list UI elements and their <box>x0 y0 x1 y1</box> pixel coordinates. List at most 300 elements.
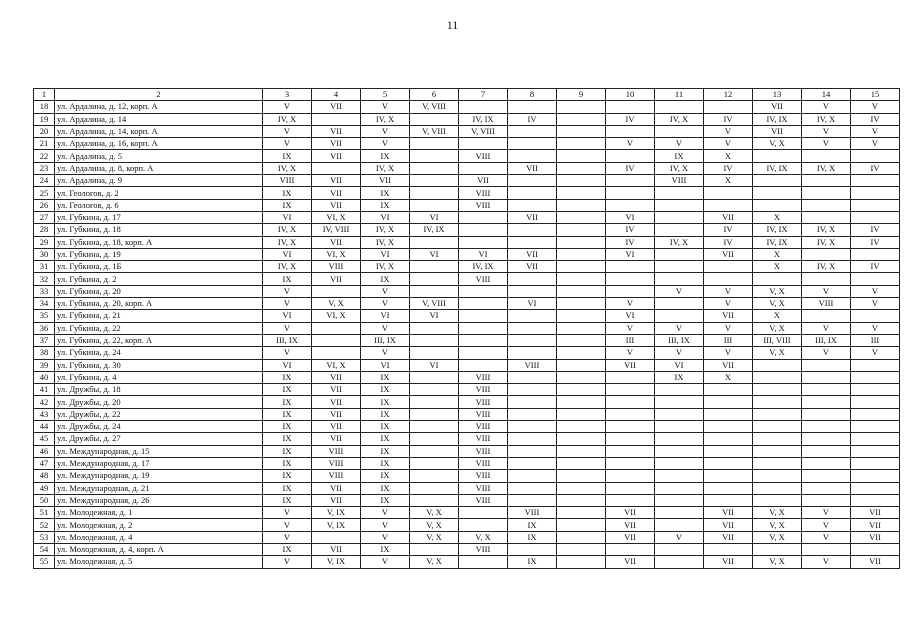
table-cell: VII <box>753 125 802 137</box>
table-cell <box>851 433 900 445</box>
table-cell: V, VIII <box>459 125 508 137</box>
table-cell <box>508 125 557 137</box>
table-cell <box>606 543 655 555</box>
table-cell <box>557 531 606 543</box>
table-cell <box>312 347 361 359</box>
table-cell <box>606 470 655 482</box>
table-cell <box>459 298 508 310</box>
table-cell <box>557 211 606 223</box>
table-cell: V <box>704 138 753 150</box>
table-cell: V <box>606 347 655 359</box>
table-cell: V, IX <box>312 556 361 568</box>
table-cell: V <box>263 556 312 568</box>
table-cell: III <box>851 334 900 346</box>
table-cell <box>410 408 459 420</box>
table-cell <box>851 384 900 396</box>
table-cell: III, IX <box>655 334 704 346</box>
table-cell: IV, X <box>802 224 851 236</box>
table-cell: VII <box>606 519 655 531</box>
table-cell: VIII <box>459 371 508 383</box>
table-cell: X <box>704 175 753 187</box>
table-cell: IV, X <box>263 261 312 273</box>
table-cell: V <box>704 285 753 297</box>
table-row <box>34 199 900 211</box>
table-cell: IV <box>704 113 753 125</box>
table-cell: III <box>704 334 753 346</box>
table-cell <box>851 421 900 433</box>
table-cell: IX <box>263 494 312 506</box>
table-cell: VII <box>606 507 655 519</box>
table-cell <box>655 310 704 322</box>
table-cell: V <box>802 138 851 150</box>
table-cell: V <box>851 138 900 150</box>
table-cell: IX <box>361 445 410 457</box>
table-cell <box>557 470 606 482</box>
table-cell: VIII <box>655 175 704 187</box>
table-cell: IX <box>263 384 312 396</box>
table-cell <box>606 482 655 494</box>
table-cell: III <box>606 334 655 346</box>
address-cell: ул. Губкина, д. 24 <box>55 347 263 359</box>
table-cell <box>410 322 459 334</box>
table-cell <box>851 150 900 162</box>
table-cell <box>312 162 361 174</box>
table-cell: VIII <box>459 273 508 285</box>
table-cell <box>851 175 900 187</box>
table-cell <box>851 408 900 420</box>
table-cell: VIII <box>459 482 508 494</box>
header-cell: 12 <box>704 89 753 101</box>
table-row <box>34 138 900 150</box>
table-row <box>34 125 900 137</box>
table-cell <box>557 285 606 297</box>
row-number-cell: 53 <box>34 531 55 543</box>
table-cell <box>704 421 753 433</box>
table-cell: IX <box>361 408 410 420</box>
table-cell <box>410 273 459 285</box>
table-row <box>34 408 900 420</box>
table-cell: X <box>704 371 753 383</box>
table-cell: IV <box>508 113 557 125</box>
table-cell <box>851 211 900 223</box>
table-cell <box>655 101 704 113</box>
table-cell <box>753 543 802 555</box>
table-cell: VIII <box>312 457 361 469</box>
page-number: 11 <box>446 18 459 32</box>
table-cell: V <box>263 285 312 297</box>
table-cell <box>508 384 557 396</box>
table-cell <box>410 150 459 162</box>
table-cell <box>851 445 900 457</box>
table-cell <box>704 433 753 445</box>
table-cell: V, X <box>459 531 508 543</box>
table-cell <box>655 507 704 519</box>
table-row <box>34 482 900 494</box>
address-cell: ул. Губкина, д. 22, корп. А <box>55 334 263 346</box>
address-cell: ул. Дружбы, д. 24 <box>55 421 263 433</box>
table-row <box>34 384 900 396</box>
header-cell: 8 <box>508 89 557 101</box>
table-cell <box>802 187 851 199</box>
table-cell: V <box>704 322 753 334</box>
table-cell: V, IX <box>312 519 361 531</box>
table-cell: VII <box>704 248 753 260</box>
table-cell <box>557 261 606 273</box>
table-cell <box>753 470 802 482</box>
table-cell <box>606 494 655 506</box>
table-cell: VII <box>312 273 361 285</box>
table-cell: V, X <box>753 322 802 334</box>
table-cell <box>557 371 606 383</box>
table-cell <box>557 298 606 310</box>
table-cell: IX <box>361 543 410 555</box>
table-cell: VIII <box>459 445 508 457</box>
table-cell <box>753 421 802 433</box>
table-cell: V, VIII <box>410 298 459 310</box>
table-cell: VI <box>263 248 312 260</box>
table-cell <box>410 396 459 408</box>
table-cell <box>557 113 606 125</box>
table-cell: VIII <box>459 421 508 433</box>
table-cell: VIII <box>459 494 508 506</box>
address-cell: ул. Дружбы, д. 18 <box>55 384 263 396</box>
table-cell: VI <box>655 359 704 371</box>
table-row <box>34 211 900 223</box>
table-cell <box>508 187 557 199</box>
table-cell <box>508 236 557 248</box>
table-cell: IV, IX <box>753 236 802 248</box>
table-cell: V, X <box>753 519 802 531</box>
table-cell <box>655 421 704 433</box>
table-cell <box>753 359 802 371</box>
table-cell: VII <box>508 211 557 223</box>
table-cell: VII <box>312 384 361 396</box>
table-cell: IV <box>704 162 753 174</box>
table-cell <box>557 543 606 555</box>
table-cell: IV <box>851 236 900 248</box>
table-cell <box>410 384 459 396</box>
table-row <box>34 150 900 162</box>
table-cell: VIII <box>508 359 557 371</box>
table-cell: VI <box>508 298 557 310</box>
table-row <box>34 273 900 285</box>
table-cell <box>410 543 459 555</box>
address-cell: ул. Ардалина, д. 16, корп. А <box>55 138 263 150</box>
table-cell: VII <box>508 261 557 273</box>
address-cell: ул. Международная, д. 15 <box>55 445 263 457</box>
table-cell <box>802 371 851 383</box>
table-cell <box>802 421 851 433</box>
table-cell: V <box>655 285 704 297</box>
table-cell <box>508 285 557 297</box>
table-cell: V <box>263 531 312 543</box>
table-cell: VIII <box>459 396 508 408</box>
table-cell: III, VIII <box>753 334 802 346</box>
table-cell <box>655 273 704 285</box>
table-cell: IV <box>851 162 900 174</box>
table-cell <box>606 384 655 396</box>
table-cell: IV <box>606 236 655 248</box>
table-cell <box>557 310 606 322</box>
table-cell <box>410 285 459 297</box>
table-cell <box>508 199 557 211</box>
table-cell <box>508 101 557 113</box>
table-cell <box>753 150 802 162</box>
table-cell: V <box>851 347 900 359</box>
table-cell <box>557 445 606 457</box>
table-cell: IX <box>361 273 410 285</box>
table-cell: V, X <box>410 507 459 519</box>
table-cell <box>753 273 802 285</box>
table-cell <box>802 494 851 506</box>
table-row <box>34 543 900 555</box>
address-cell: ул. Ардалина, д. 14, корп. А <box>55 125 263 137</box>
table-cell: X <box>753 211 802 223</box>
table-cell <box>606 125 655 137</box>
table-cell <box>704 457 753 469</box>
table-cell: IX <box>361 384 410 396</box>
header-cell: 1 <box>34 89 55 101</box>
table-cell <box>557 162 606 174</box>
table-cell: IX <box>361 421 410 433</box>
table-cell: VI, X <box>312 359 361 371</box>
table-cell: VIII <box>312 470 361 482</box>
table-cell <box>557 507 606 519</box>
header-cell: 9 <box>557 89 606 101</box>
table-cell <box>459 347 508 359</box>
table-cell: IV, IX <box>753 224 802 236</box>
table-cell: V, VIII <box>410 101 459 113</box>
table-cell: VII <box>704 556 753 568</box>
table-row <box>34 494 900 506</box>
table-cell <box>557 347 606 359</box>
table-cell: V <box>361 101 410 113</box>
table-cell <box>459 211 508 223</box>
table-cell: IX <box>263 482 312 494</box>
table-cell: IX <box>263 421 312 433</box>
table-row <box>34 187 900 199</box>
table-cell <box>802 384 851 396</box>
table-cell: IV <box>704 224 753 236</box>
table-cell <box>606 285 655 297</box>
table-cell <box>753 494 802 506</box>
table-cell <box>802 470 851 482</box>
table-cell: V <box>655 322 704 334</box>
table-cell <box>410 457 459 469</box>
table-cell <box>851 310 900 322</box>
table-cell <box>704 101 753 113</box>
table-row <box>34 457 900 469</box>
table-cell <box>655 494 704 506</box>
table-cell <box>410 138 459 150</box>
table-cell <box>508 347 557 359</box>
table-cell <box>410 199 459 211</box>
table-cell: IV, X <box>655 236 704 248</box>
table-cell <box>410 482 459 494</box>
address-cell: ул. Губкина, д. 19 <box>55 248 263 260</box>
row-number-cell: 27 <box>34 211 55 223</box>
table-cell: X <box>753 248 802 260</box>
table-cell: IV <box>704 236 753 248</box>
address-cell: ул. Международная, д. 26 <box>55 494 263 506</box>
table-cell: V <box>851 298 900 310</box>
table-cell <box>508 310 557 322</box>
table-cell <box>655 224 704 236</box>
address-cell: ул. Губкина, д. 21 <box>55 310 263 322</box>
table-cell: IX <box>361 396 410 408</box>
table-cell: V, X <box>753 347 802 359</box>
row-number-cell: 29 <box>34 236 55 248</box>
table-cell <box>851 199 900 211</box>
table-cell <box>508 138 557 150</box>
table-cell: IX <box>263 543 312 555</box>
table-cell: IX <box>361 371 410 383</box>
table-cell <box>802 482 851 494</box>
row-number-cell: 33 <box>34 285 55 297</box>
table-cell <box>851 248 900 260</box>
table-cell: V <box>361 138 410 150</box>
table-cell <box>557 236 606 248</box>
table-cell <box>410 261 459 273</box>
table-cell <box>851 371 900 383</box>
table-cell: VII <box>606 531 655 543</box>
table-cell <box>312 531 361 543</box>
table-cell <box>753 433 802 445</box>
table-cell <box>655 125 704 137</box>
table-cell <box>557 408 606 420</box>
table-cell <box>508 224 557 236</box>
table-cell: V <box>361 347 410 359</box>
row-number-cell: 26 <box>34 199 55 211</box>
table-cell <box>655 457 704 469</box>
address-cell: ул. Губкина, д. 22 <box>55 322 263 334</box>
table-cell: V <box>263 507 312 519</box>
row-number-cell: 18 <box>34 101 55 113</box>
header-cell: 3 <box>263 89 312 101</box>
table-cell: IV, X <box>802 113 851 125</box>
table-cell <box>459 138 508 150</box>
table-cell: VII <box>851 556 900 568</box>
table-cell: V, X <box>753 298 802 310</box>
row-number-cell: 32 <box>34 273 55 285</box>
table-cell <box>704 470 753 482</box>
table-cell: VII <box>508 162 557 174</box>
table-cell <box>606 273 655 285</box>
address-cell: ул. Губкина, д. 4 <box>55 371 263 383</box>
table-cell: V, X <box>753 531 802 543</box>
address-cell: ул. Губкина, д. 20, корп. А <box>55 298 263 310</box>
table-cell <box>655 445 704 457</box>
table-cell: VII <box>312 543 361 555</box>
table-cell <box>459 334 508 346</box>
table-cell: VII <box>704 310 753 322</box>
table-cell: VII <box>851 519 900 531</box>
table-cell: V <box>606 298 655 310</box>
table-cell <box>557 384 606 396</box>
table-cell: VI <box>361 211 410 223</box>
row-number-cell: 55 <box>34 556 55 568</box>
address-cell: ул. Губкина, д. 18, корп. А <box>55 236 263 248</box>
row-number-cell: 28 <box>34 224 55 236</box>
table-cell: VII <box>312 494 361 506</box>
table-cell: VII <box>704 507 753 519</box>
table-cell <box>655 543 704 555</box>
address-cell: ул. Геологов, д. 6 <box>55 199 263 211</box>
table-cell: V <box>361 531 410 543</box>
table-cell <box>851 396 900 408</box>
table-cell <box>508 494 557 506</box>
row-number-cell: 36 <box>34 322 55 334</box>
table-cell: IX <box>508 556 557 568</box>
table-cell: V <box>802 322 851 334</box>
table-cell: IV, X <box>655 162 704 174</box>
table-cell <box>704 494 753 506</box>
address-cell: ул. Губкина, д. 30 <box>55 359 263 371</box>
table-cell <box>753 187 802 199</box>
table-cell <box>802 457 851 469</box>
address-cell: ул. Губкина, д. 17 <box>55 211 263 223</box>
address-cell: ул. Молодежная, д. 1 <box>55 507 263 519</box>
table-cell: VI <box>410 211 459 223</box>
table-cell: V <box>361 519 410 531</box>
table-row <box>34 433 900 445</box>
table-cell <box>606 396 655 408</box>
table-cell <box>802 359 851 371</box>
table-row <box>34 507 900 519</box>
table-cell <box>508 175 557 187</box>
table-cell: V <box>802 507 851 519</box>
table-cell: IV <box>851 224 900 236</box>
table-cell <box>704 482 753 494</box>
table-cell <box>802 150 851 162</box>
table-cell <box>606 433 655 445</box>
table-cell: V <box>851 101 900 113</box>
table-cell: V <box>361 298 410 310</box>
table-cell <box>459 310 508 322</box>
table-cell: VI <box>410 310 459 322</box>
header-cell: 2 <box>55 89 263 101</box>
table-cell <box>655 187 704 199</box>
table-cell <box>508 396 557 408</box>
table-cell <box>459 224 508 236</box>
table-cell: IX <box>361 494 410 506</box>
row-number-cell: 50 <box>34 494 55 506</box>
address-cell: ул. Международная, д. 17 <box>55 457 263 469</box>
table-row <box>34 285 900 297</box>
table-cell: VI, X <box>312 248 361 260</box>
table-cell <box>851 273 900 285</box>
table-cell <box>410 334 459 346</box>
table-cell <box>459 556 508 568</box>
table-cell <box>655 482 704 494</box>
row-number-cell: 20 <box>34 125 55 137</box>
table-cell: VI <box>361 248 410 260</box>
table-cell <box>410 371 459 383</box>
row-number-cell: 23 <box>34 162 55 174</box>
table-cell: IX <box>263 150 312 162</box>
row-number-cell: 41 <box>34 384 55 396</box>
table-cell: IV <box>606 162 655 174</box>
table-row <box>34 261 900 273</box>
header-cell: 11 <box>655 89 704 101</box>
table-cell <box>802 543 851 555</box>
table-row <box>34 445 900 457</box>
table-cell: VII <box>312 187 361 199</box>
table-cell <box>655 211 704 223</box>
address-cell: ул. Геологов, д. 2 <box>55 187 263 199</box>
table-cell: V <box>655 138 704 150</box>
table-cell <box>410 187 459 199</box>
